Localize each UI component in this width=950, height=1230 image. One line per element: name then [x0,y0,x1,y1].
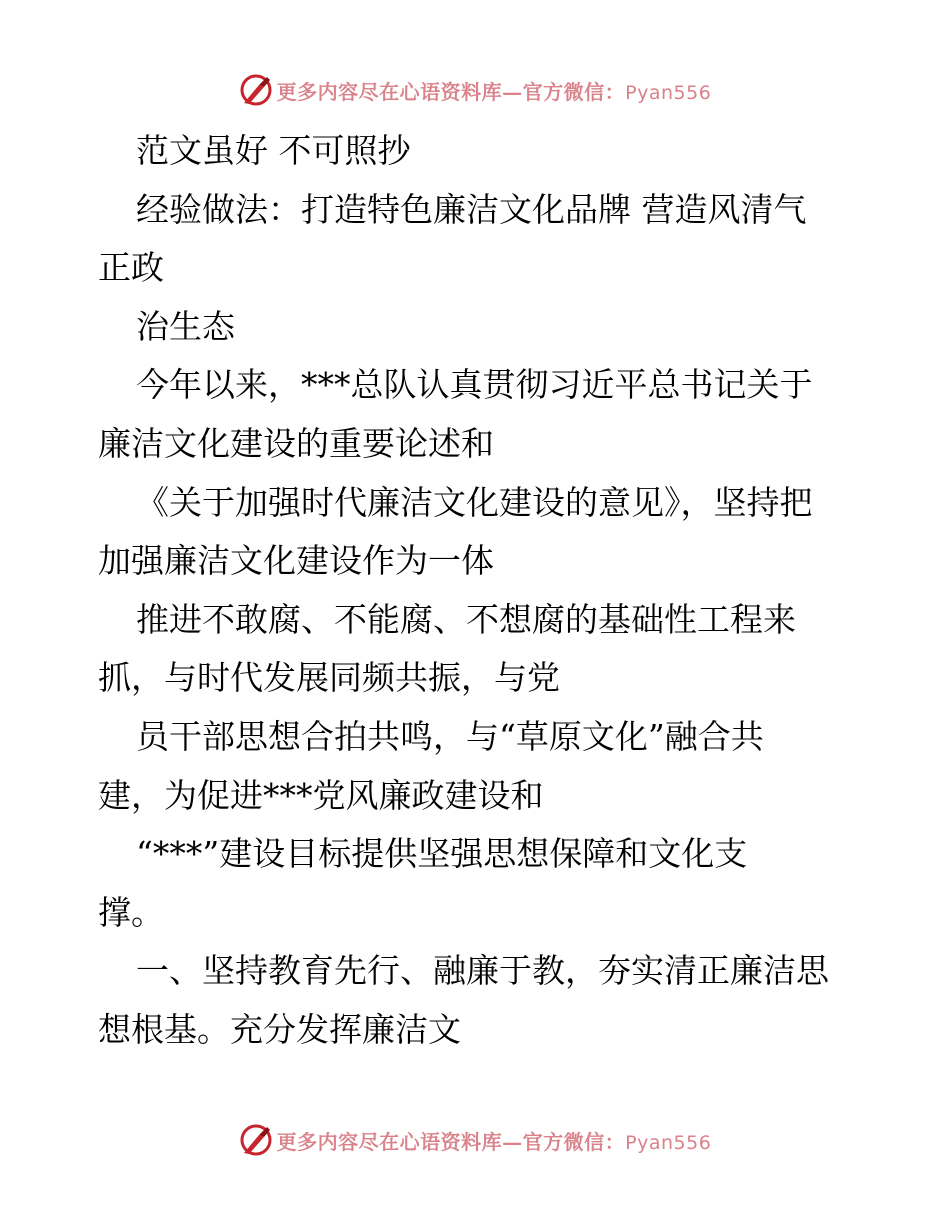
watermark-text: 更多内容尽在心语资料库—官方微信：Pyan556 [276,79,712,104]
text-line: 抓，与时代发展同频共振，与党 [98,658,560,698]
text-line: 员干部思想合拍共鸣，与“草原文化”融合共 [136,716,764,756]
text-line: 建，为促进***党风廉政建设和 [98,775,544,815]
text-line: 今年以来，***总队认真贯彻习近平总书记关于 [136,365,813,405]
text-line: 《关于加强时代廉洁文化建设的意见》，坚持把 [136,482,813,522]
text-line: 正政 [98,248,164,288]
pen-logo-icon [239,73,273,107]
pen-logo-icon [239,1123,273,1157]
text-line: 治生态 [136,306,235,346]
text-line: 经验做法：打造特色廉洁文化品牌 营造风清气 [136,189,807,229]
watermark-text: 更多内容尽在心语资料库—官方微信：Pyan556 [276,1129,712,1154]
document-body [98,122,868,1060]
text-line: 廉洁文化建设的重要论述和 [98,423,494,463]
text-line: 范文虽好 不可照抄 [136,131,411,170]
text-line: “***”建设目标提供坚强思想保障和文化支 [136,834,748,874]
text-line: 加强廉洁文化建设作为一体 [98,541,494,581]
text-line: 撑。 [98,892,164,932]
text-line: 推进不敢腐、不能腐、不想腐的基础性工程来 [136,599,796,639]
watermark-header [0,70,950,110]
text-line: 想根基。充分发挥廉洁文 [98,1009,461,1049]
watermark-footer [0,1120,950,1160]
text-line: 一、坚持教育先行、融廉于教，夯实清正廉洁思 [136,951,829,991]
